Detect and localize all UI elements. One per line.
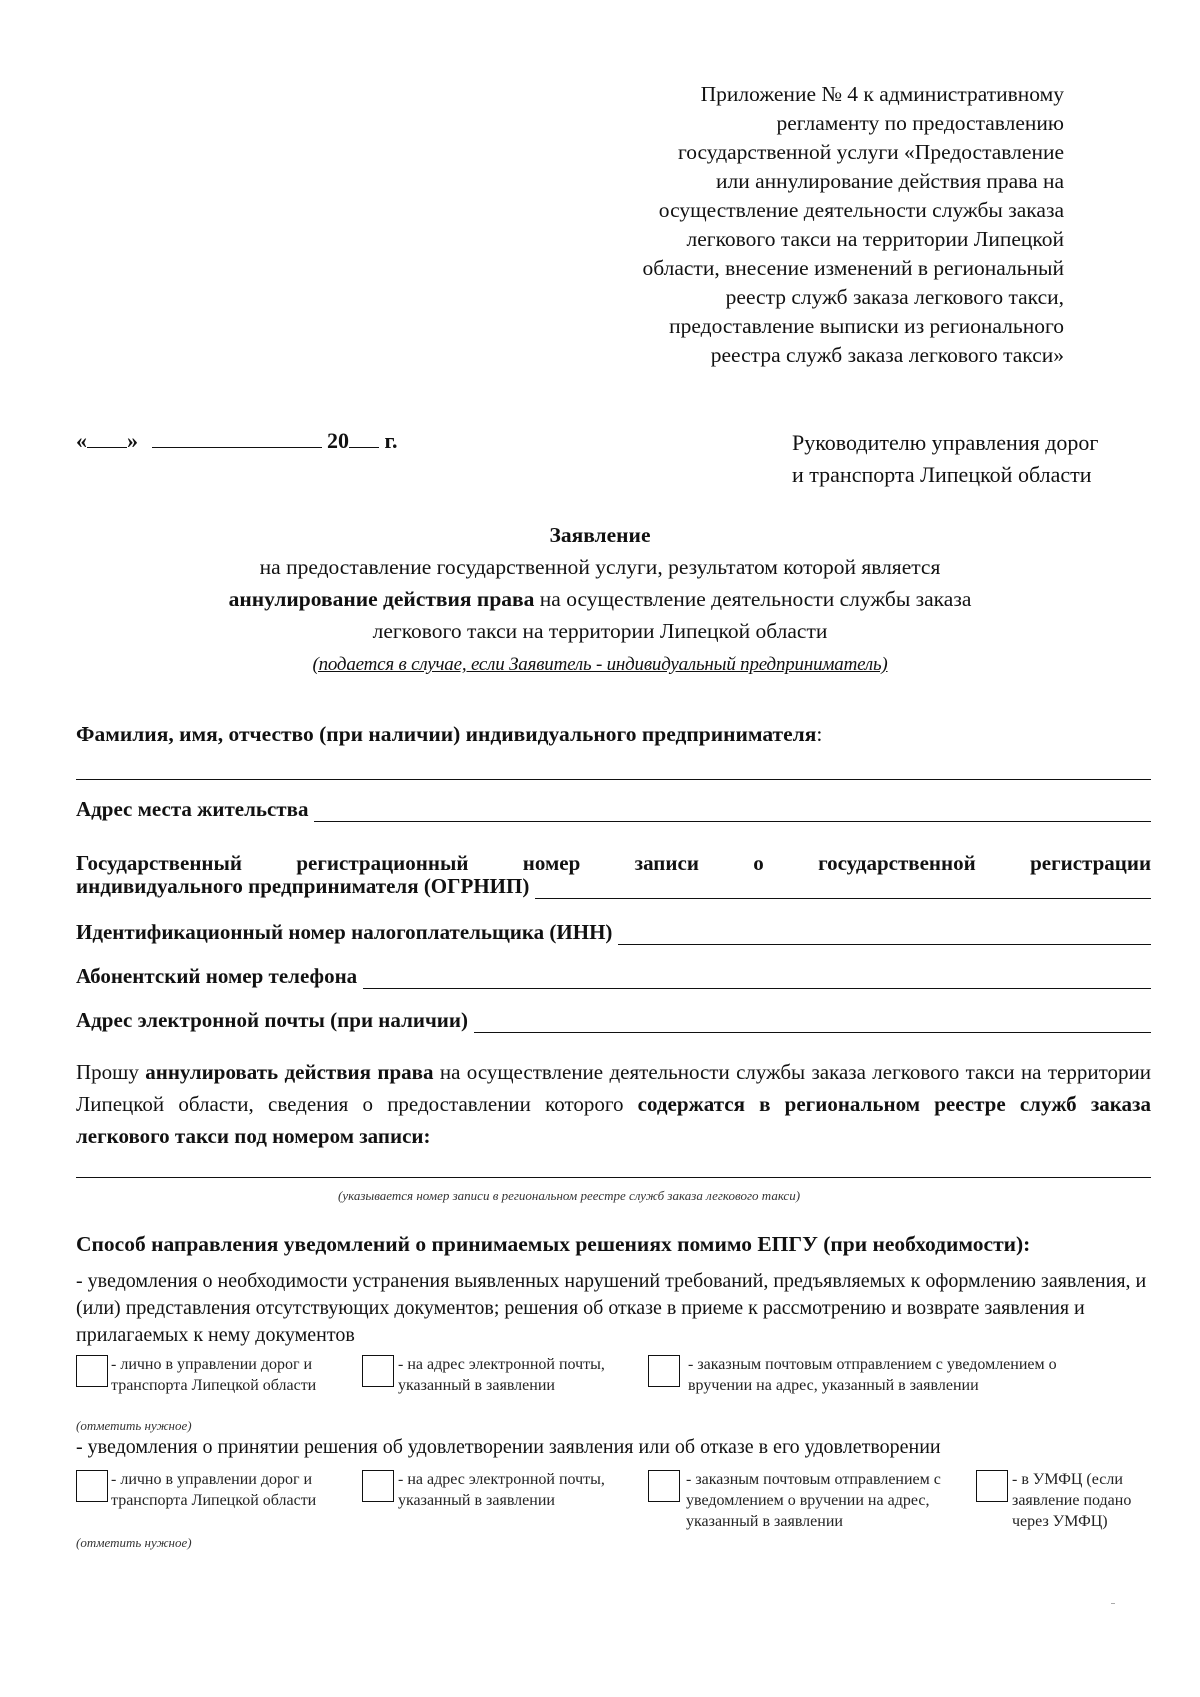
title-rest-part: на осуществление деятельности службы заказа bbox=[534, 587, 972, 611]
request-text: на осуществление деятельности службы заказа легкового такси на территории Липецкой области, сведения о предоставлении которого bbox=[76, 1060, 1151, 1116]
appendix-line: легкового такси на территории Липецкой bbox=[686, 227, 1064, 251]
checkbox-group1-email[interactable] bbox=[362, 1355, 394, 1387]
request-bold: содержатся в региональном реестре служб заказа легкового такси под номером записи: bbox=[76, 1092, 1151, 1148]
date-close-quote: » bbox=[127, 428, 138, 453]
option-label: транспорта Липецкой области bbox=[111, 1377, 317, 1394]
option-label: через УМФЦ) bbox=[1012, 1513, 1108, 1530]
document-title bbox=[0, 519, 1200, 681]
fio-label: Фамилия, имя, отчество (при наличии) индивидуального предпринимателя bbox=[76, 722, 817, 746]
option-group1-email bbox=[398, 1354, 605, 1396]
option-label: вручении на адрес, указанный в заявлении bbox=[688, 1377, 979, 1394]
appendix-line: или аннулирование действия права на bbox=[715, 169, 1064, 193]
request-bold: аннулировать действия права bbox=[145, 1060, 434, 1084]
inn-row bbox=[76, 920, 1151, 945]
option-group1-in-person bbox=[111, 1354, 316, 1396]
addressee-line: Руководителю управления дорог bbox=[792, 430, 1099, 455]
year-suffix: г. bbox=[384, 428, 398, 453]
day-blank[interactable] bbox=[87, 427, 127, 448]
appendix-line: реестра служб заказа легкового такси» bbox=[710, 343, 1064, 367]
appendix-header bbox=[594, 80, 1064, 370]
address-label: Адрес места жительства bbox=[76, 797, 309, 821]
ogrnip-word: государственной bbox=[818, 851, 976, 875]
ogrnip-input-line[interactable] bbox=[535, 878, 1151, 899]
option-group2-mail bbox=[686, 1469, 941, 1530]
ogrnip-label: индивидуального предпринимателя (ОГРНИП) bbox=[76, 874, 530, 898]
appendix-line: предоставление выписки из регионального bbox=[669, 314, 1064, 338]
option-label: - заказным почтовым отправлением с bbox=[686, 1471, 941, 1488]
inn-label: Идентификационный номер налогоплательщика (ИНН) bbox=[76, 920, 613, 944]
ogrnip-word: записи bbox=[634, 851, 699, 875]
month-blank[interactable] bbox=[152, 427, 322, 448]
ogrnip-word: регистрационный bbox=[296, 851, 469, 875]
option-label: - на адрес электронной почты, bbox=[398, 1356, 605, 1373]
option-label: - на адрес электронной почты, bbox=[398, 1471, 605, 1488]
option-label: указанный в заявлении bbox=[686, 1513, 843, 1530]
appendix-line: реестр служб заказа легкового такси, bbox=[725, 285, 1064, 309]
checkbox-group1-in-person[interactable] bbox=[76, 1355, 108, 1387]
checkbox-group2-email[interactable] bbox=[362, 1470, 394, 1502]
option-label: - лично в управлении дорог и bbox=[111, 1471, 313, 1488]
email-label: Адрес электронной почты (при наличии) bbox=[76, 1008, 468, 1032]
title-note: (подается в случае, если Заявитель - индивидуальный предприниматель) bbox=[312, 654, 888, 675]
checkbox-group2-in-person[interactable] bbox=[76, 1470, 108, 1502]
date-open-quote: « bbox=[76, 428, 87, 453]
address-row bbox=[76, 797, 1151, 822]
checkbox-group1-mail[interactable] bbox=[648, 1355, 680, 1387]
ogrnip-row bbox=[76, 874, 1151, 899]
addressee-line: и транспорта Липецкой области bbox=[792, 462, 1092, 487]
notify-group1-text: - уведомления о необходимости устранения выявленных нарушений требований, предъявляемых к оформлению заявления, и (или) представления отсутствующих документов; решения об отказе в приеме к рассмотрению и возврате заявления и прилагаемых к нему документов bbox=[76, 1270, 1147, 1346]
record-number-hint: (указывается номер записи в региональном реестре служб заказа легкового такси) bbox=[338, 1188, 801, 1203]
year-blank[interactable] bbox=[349, 427, 379, 448]
address-input-line[interactable] bbox=[314, 801, 1151, 822]
fio-label-row bbox=[76, 722, 822, 747]
fio-colon: : bbox=[816, 722, 823, 746]
email-input-line[interactable] bbox=[474, 1012, 1151, 1033]
phone-input-line[interactable] bbox=[363, 968, 1151, 989]
inn-input-line[interactable] bbox=[618, 924, 1151, 945]
title-line bbox=[0, 583, 1200, 615]
checkbox-group2-mfc[interactable] bbox=[976, 1470, 1008, 1502]
scan-speck bbox=[1111, 1603, 1115, 1605]
option-label: заявление подано bbox=[1012, 1492, 1132, 1509]
ogrnip-word: Государственный bbox=[76, 851, 243, 875]
appendix-line: государственной услуги «Предоставление bbox=[677, 140, 1064, 164]
option-group2-in-person bbox=[111, 1469, 316, 1511]
email-row bbox=[76, 1008, 1151, 1033]
request-paragraph bbox=[76, 1056, 1151, 1152]
appendix-line: Приложение № 4 к административному bbox=[700, 82, 1064, 106]
option-group2-email bbox=[398, 1469, 605, 1511]
option-label: указанный в заявлении bbox=[398, 1492, 555, 1509]
option-label: уведомлением о вручении на адрес, bbox=[686, 1492, 930, 1509]
phone-label: Абонентский номер телефона bbox=[76, 964, 358, 988]
appendix-line: регламенту по предоставлению bbox=[776, 111, 1064, 135]
ogrnip-word: регистрации bbox=[1030, 851, 1152, 875]
checkbox-group2-mail[interactable] bbox=[648, 1470, 680, 1502]
appendix-line: области, внесение изменений в региональный bbox=[642, 256, 1064, 280]
fio-input-line[interactable] bbox=[76, 779, 1151, 780]
year-prefix: 20 bbox=[327, 428, 349, 453]
mark-note: (отметить нужное) bbox=[76, 1418, 192, 1433]
mark-note: (отметить нужное) bbox=[76, 1535, 192, 1550]
option-label: - лично в управлении дорог и bbox=[111, 1356, 313, 1373]
phone-row bbox=[76, 964, 1151, 989]
option-label: транспорта Липецкой области bbox=[111, 1492, 317, 1509]
notify-group2-text: - уведомления о принятии решения об удовлетворении заявления или об отказе в его удовлетворении bbox=[76, 1436, 941, 1458]
ogrnip-word: о bbox=[753, 851, 764, 875]
ogrnip-word: номер bbox=[522, 851, 581, 875]
addressee bbox=[792, 427, 1098, 491]
date-field[interactable] bbox=[76, 427, 398, 454]
notify-heading: Способ направления уведомлений о принимаемых решениях помимо ЕПГУ (при необходимости): bbox=[76, 1232, 1031, 1256]
option-label: - заказным почтовым отправлением с уведомлением о bbox=[688, 1356, 1057, 1373]
option-group1-mail bbox=[688, 1354, 1057, 1396]
appendix-line: осуществление деятельности службы заказа bbox=[658, 198, 1064, 222]
option-group2-mfc bbox=[1012, 1469, 1132, 1530]
title-heading: Заявление bbox=[549, 523, 651, 547]
request-text: Прошу bbox=[76, 1060, 146, 1084]
title-line: легкового такси на территории Липецкой области bbox=[372, 619, 828, 643]
record-number-input-line[interactable] bbox=[76, 1177, 1151, 1178]
title-line: на предоставление государственной услуги, результатом которой является bbox=[259, 555, 941, 579]
option-label: - в УМФЦ (если bbox=[1012, 1471, 1123, 1488]
title-bold-part: аннулирование действия права bbox=[228, 587, 535, 611]
option-label: указанный в заявлении bbox=[398, 1377, 555, 1394]
